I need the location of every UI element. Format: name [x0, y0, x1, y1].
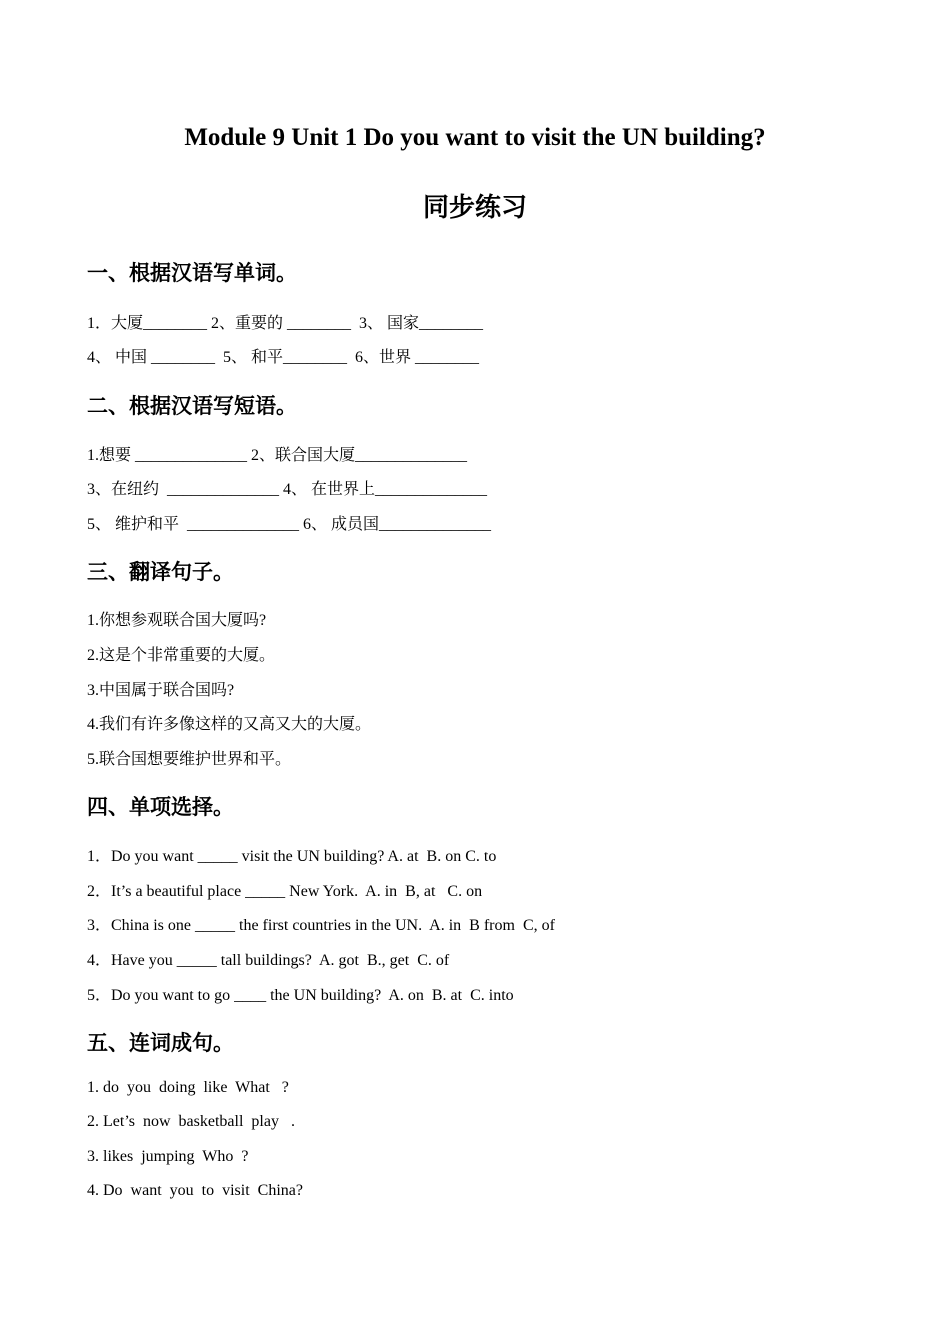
section-3-line-3: 3.中国属于联合国吗?	[87, 682, 235, 699]
section-5-line-2: 2. Let’s now basketball play .	[87, 1113, 295, 1130]
section-3-line-5: 5.联合国想要维护世界和平。	[87, 751, 292, 768]
section-3-line-1: 1.你想参观联合国大厦吗?	[87, 612, 267, 629]
section-4-line-2: 2．It’s a beautiful place _____ New York. A. in B, at C. on	[87, 883, 483, 900]
section-3-line-2: 2.这是个非常重要的大厦。	[87, 647, 276, 664]
section-2-line-2: 3、在纽约 ______________ 4、 在世界上______________	[87, 481, 488, 498]
section-4-heading: 四、单项选择。	[87, 795, 234, 819]
section-4-line-5: 5．Do you want to go ____ the UN building? A. on B. at C. into	[87, 987, 514, 1004]
page-title: Module 9 Unit 1 Do you want to visit the UN building?	[184, 124, 766, 151]
section-1-heading: 一、根据汉语写单词。	[87, 261, 297, 285]
section-4-line-1: 1．Do you want _____ visit the UN building? A. at B. on C. to	[87, 848, 497, 865]
section-2-line-3: 5、 维护和平 ______________ 6、 成员国______________	[87, 516, 492, 533]
section-2-line-1: 1.想要 ______________ 2、联合国大厦______________	[87, 447, 468, 464]
section-3-line-4: 4.我们有许多像这样的又高又大的大厦。	[87, 716, 372, 733]
section-4-line-4: 4．Have you _____ tall buildings? A. got B., get C. of	[87, 952, 450, 969]
section-5-line-4: 4. Do want you to visit China?	[87, 1182, 303, 1199]
section-5-line-3: 3. likes jumping Who ?	[87, 1148, 249, 1165]
section-4-line-3: 3．China is one _____ the first countries in the UN. A. in B from C, of	[87, 917, 555, 934]
section-5-line-1: 1. do you doing like What ?	[87, 1079, 289, 1096]
page-subtitle: 同步练习	[422, 193, 527, 223]
section-3-heading: 三、翻译句子。	[87, 560, 234, 584]
section-2-heading: 二、根据汉语写短语。	[87, 394, 297, 418]
section-1-line-1: 1．大厦________ 2、重要的 ________ 3、 国家________	[87, 315, 484, 332]
section-5-heading: 五、连词成句。	[87, 1031, 234, 1055]
section-1-line-2: 4、 中国 ________ 5、 和平________ 6、世界 ________	[87, 349, 480, 366]
